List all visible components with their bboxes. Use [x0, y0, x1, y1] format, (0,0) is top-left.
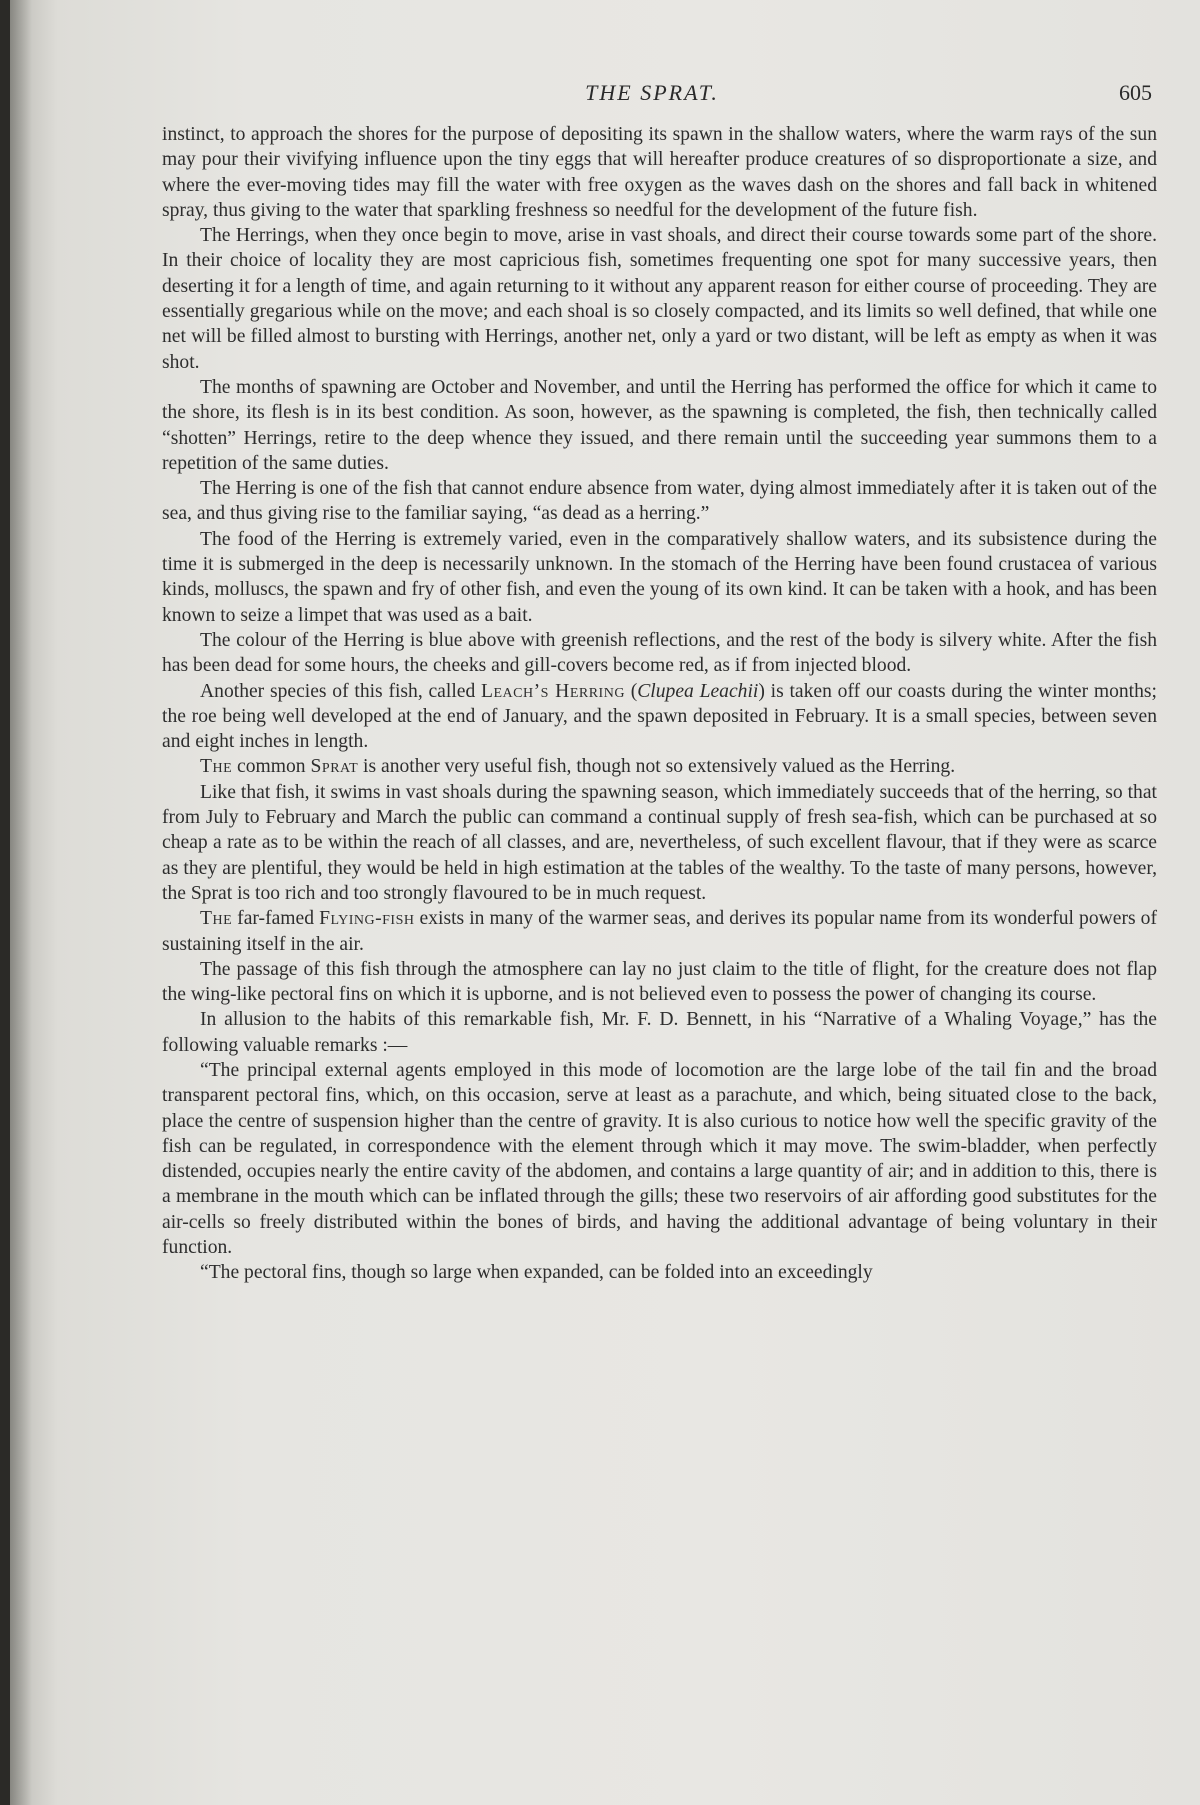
- text-run: far-famed: [232, 908, 320, 930]
- paragraph-herring-colour: The colour of the Herring is blue above with greenish reflections, and the rest of the body is silvery white. After the fish has been dead for some hours, the cheeks and gill-covers become red, as if from injected blood.: [162, 629, 1157, 677]
- book-page: [10, 0, 1200, 1805]
- spine-shadow: [10, 0, 32, 1805]
- paragraph-dead-as-herring: The Herring is one of the fish that cannot endure absence from water, dying almost immediately after it is taken out of the sea, and thus giving rise to the familiar saying, “as dead as a herring.”: [162, 478, 1157, 525]
- paragraph-leachs-herring: [162, 679, 1157, 755]
- text-run: ) is taken off our coasts during the winter months; the roe being well developed at the end of January, and the spawn deposited in February. It is a small species, between seven and eight inches in length.: [162, 680, 1157, 753]
- paragraph-spawning-months: The months of spawning are October and November, and until the Herring has performed the office for which it came to the shore, its flesh is in its best condition. As soon, however, as the spawning is completed, the fish, then technically called “shotten” Herrings, retire to the deep whence they issued, and there remain until the succeeding year summons them to a repetition of the same duties.: [162, 376, 1157, 474]
- paragraph-flying-fish: [162, 906, 1157, 957]
- paragraph-flight-passage: The passage of this fish through the atmosphere can lay no just claim to the title of flight, for the creature does not flap the wing-like pectoral fins on which it is upborne, and is not believed even to possess the power of changing its course.: [162, 958, 1157, 1006]
- paragraph-herring-food: The food of the Herring is extremely varied, even in the comparatively shallow waters, and its subsistence during the time it is submerged in the deep is necessarily unknown. In the stomach of the Herring have been found crustacea of various kinds, molluscs, the spawn and fry of other fish, and even the young of its own kind. It can be taken with a hook, and has been known to seize a limpet that was used as a bait.: [162, 528, 1157, 626]
- running-title: THE SPRAT.: [585, 80, 719, 105]
- paragraph-common-sprat: [162, 754, 1157, 779]
- running-head: [152, 80, 1152, 110]
- text-run: (: [624, 680, 638, 702]
- small-caps-lead: The: [200, 756, 233, 778]
- species-name: Sprat: [310, 756, 359, 778]
- body-text: [162, 122, 1157, 1286]
- small-caps-lead: The: [200, 908, 233, 930]
- paragraph-quote-pectoral-fins: “The pectoral fins, though so large when expanded, can be folded into an exceedingly: [200, 1262, 873, 1284]
- species-name: Flying-fish: [319, 908, 415, 930]
- text-run: exists in many of the warmer seas, and derives its popular name from its wonderful powers of sustaining itself in the air.: [162, 908, 1157, 955]
- page-number: 605: [1119, 80, 1152, 105]
- text-run: is another very useful fish, though not so extensively valued as the Herring.: [358, 756, 956, 778]
- paragraph-quote-locomotion: “The principal external agents employed in this mode of locomotion are the large lobe of the tail fin and the broad transparent pectoral fins, which, on this occasion, serve at least as a parachute, and which, being situated close to the back, place the centre of suspension higher than the centre of gravity. It is also curious to notice how well the specific gravity of the fish can be regulated, in correspondence with the element through which it may move. The swim-bladder, when perfectly distended, occupies nearly the entire cavity of the abdomen, and contains a large quantity of air; and in addition to this, there is a membrane in the mouth which can be inflated through the gills; these two reservoirs of air affording good substitutes for the air-cells so freely distributed within the bones of birds, and having the additional advantage of being voluntary in their function.: [162, 1059, 1157, 1259]
- paragraph-sprat-shoals: Like that fish, it swims in vast shoals during the spawning season, which immediately succeeds that of the herring, so that from July to February and March the public can command a continual supply of fresh sea-fish, which can be purchased at so cheap a rate as to be within the reach of all classes, and are, nevertheless, of such excellent flavour, that if they were as scarce as they are plentiful, they would be held in high estimation at the tables of the wealthy. To the taste of many persons, however, the Sprat is too rich and too strongly flavoured to be in much request.: [162, 781, 1157, 904]
- text-run: common: [232, 756, 311, 778]
- text-run: Another species of this fish, called: [200, 680, 482, 702]
- latin-name: Clupea Leachii: [637, 680, 759, 702]
- paragraph-continuation: instinct, to approach the shores for the purpose of depositing its spawn in the shallow waters, where the warm rays of the sun may pour their vivifying influence upon the tiny eggs that will hereafter produce creatures of so disproportionate a size, and where the ever-moving tides may fill the water with free oxygen as the waves dash on the shores and fall back in whitened spray, thus giving to the water that sparkling freshness so needful for the development of the future fish.: [162, 124, 1157, 221]
- species-name: Leach’s Herring: [481, 680, 625, 702]
- paragraph-herring-shoals: The Herrings, when they once begin to move, arise in vast shoals, and direct their course towards some part of the shore. In their choice of locality they are most capricious fish, sometimes frequenting one spot for many successive years, then deserting it for a length of time, and again returning to it without any apparent reason for either course of proceeding. They are essentially gregarious while on the move; and each shoal is so closely compacted, and its limits so well defined, that while one net will be filled almost to bursting with Herrings, another net, only a yard or two distant, will be left as empty as when it was shot.: [162, 225, 1157, 373]
- paragraph-bennett-allusion: In allusion to the habits of this remarkable fish, Mr. F. D. Bennett, in his “Narrative of a Whaling Voyage,” has the following valuable remarks :—: [162, 1009, 1157, 1056]
